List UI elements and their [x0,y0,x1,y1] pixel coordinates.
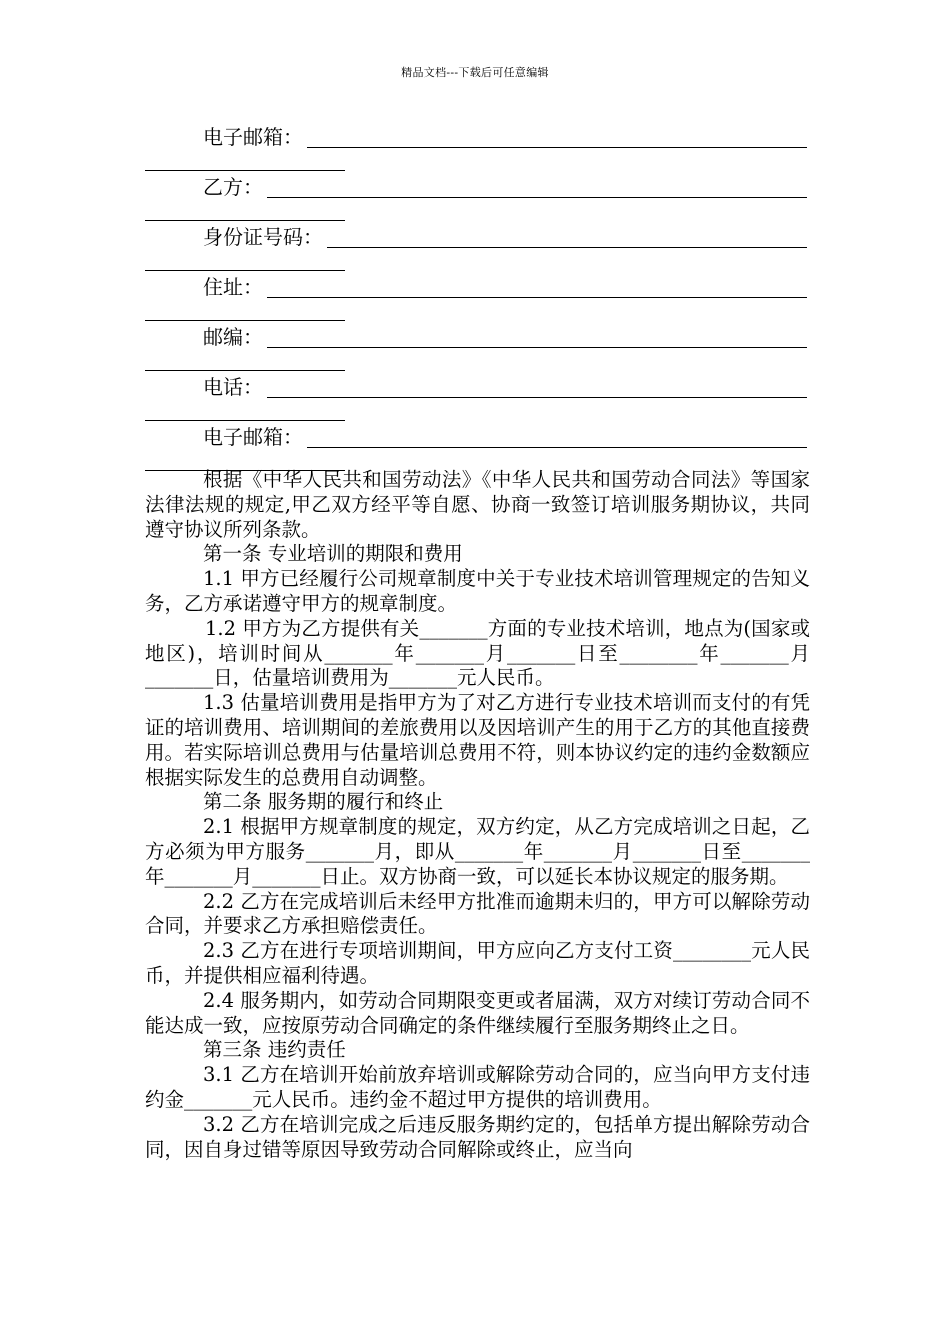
field-label: 电子邮箱： [203,425,303,449]
blank-line-continuation [145,320,345,321]
field-label: 电子邮箱： [203,125,303,149]
blank-line-continuation [145,370,345,371]
page-header: 精品文档---下载后可任意编辑 [401,66,549,79]
party-b-field [203,172,807,202]
article-heading-1: 第一条 专业培训的期限和费用 [203,542,463,566]
email-field-2 [203,422,807,452]
postcode-field [203,322,807,352]
phone-field [203,372,807,402]
blank-line [267,277,807,298]
blank-line [327,227,807,248]
field-label: 住址： [203,275,263,299]
field-label: 电话： [203,375,263,399]
blank-line-continuation [145,170,345,171]
clause-2-1: 2.1 根据甲方规章制度的规定，双方约定，从乙方完成培训之日起，乙方必须为甲方服务_______月，即从_______年_______月_______日至_______年_______月_______日止。双方协商一致，可以延长本协议规定的服务期。 [145,815,810,888]
blank-line [267,377,807,398]
address-field [203,272,807,302]
clause-1-2: 1.2 甲方为乙方提供有关_______方面的专业技术培训，地点为(国家或地区)，培训时间从_______年_______月_______日至________年_______月_______日，估量培训费用为_______元人民币。 [145,616,810,690]
id-number-field [203,222,807,252]
field-label: 乙方： [203,175,263,199]
blank-line-continuation [145,220,345,221]
clause-3-1: 3.1 乙方在培训开始前放弃培训或解除劳动合同的，应当向甲方支付违约金_______元人民币。违约金不超过甲方提供的培训费用。 [145,1063,810,1111]
email-field-1 [203,122,807,152]
blank-line [307,427,807,448]
blank-line-continuation [145,420,345,421]
blank-line [307,127,807,148]
article-heading-2: 第二条 服务期的履行和终止 [203,790,444,814]
paragraph-preamble: 根据《中华人民共和国劳动法》《中华人民共和国劳动合同法》等国家法律法规的规定,甲乙双方经平等自愿、协商一致签订培训服务期协议，共同遵守协议所列条款。 [145,468,810,541]
clause-2-4: 2.4 服务期内，如劳动合同期限变更或者届满，双方对续订劳动合同不能达成一致，应按原劳动合同确定的条件继续履行至服务期终止之日。 [145,988,810,1037]
field-label: 邮编： [203,325,263,349]
clause-2-2: 2.2 乙方在完成培训后未经甲方批准而逾期未归的，甲方可以解除劳动合同，并要求乙方承担赔偿责任。 [145,889,810,938]
blank-line-continuation [145,270,345,271]
blank-line [267,177,807,198]
clause-2-3: 2.3 乙方在进行专项培训期间，甲方应向乙方支付工资________元人民币，并提供相应福利待遇。 [145,939,810,987]
clause-3-2: 3.2 乙方在培训完成之后违反服务期约定的，包括单方提出解除劳动合同，因自身过错等原因导致劳动合同解除或终止，应当向 [145,1112,810,1161]
clause-1-1: 1.1 甲方已经履行公司规章制度中关于专业技术培训管理规定的告知义务，乙方承诺遵守甲方的规章制度。 [145,567,810,615]
article-heading-3: 第三条 违约责任 [203,1038,346,1062]
field-label: 身份证号码： [203,225,323,249]
agreement-body [145,468,810,1162]
clause-1-3: 1.3 估量培训费用是指甲方为了对乙方进行专业技术培训而支付的有凭证的培训费用、培训期间的差旅费用以及因培训产生的用于乙方的其他直接费用。若实际培训总费用与估量培训总费用不符，则本协议约定的违约金数额应根据实际发生的总费用自动调整。 [145,691,810,789]
blank-line [267,327,807,348]
